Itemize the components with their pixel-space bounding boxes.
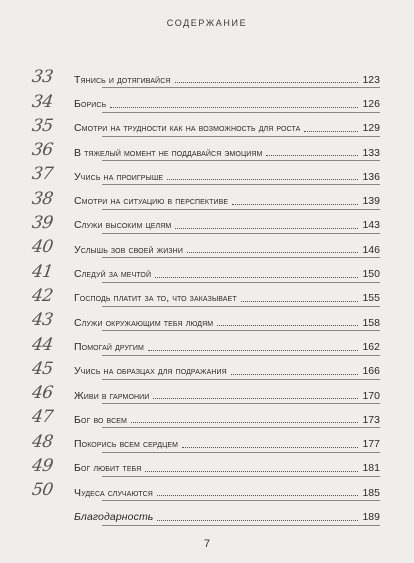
toc-entry-39[interactable] xyxy=(28,208,380,232)
dot-leader xyxy=(131,422,359,423)
toc-entry-35[interactable] xyxy=(28,111,380,135)
toc-entry-40[interactable] xyxy=(28,232,380,256)
toc-entry-43[interactable] xyxy=(28,305,380,329)
chapter-number: 46 xyxy=(30,383,55,404)
page-number: 177 xyxy=(362,438,380,451)
chapter-title: Помогай другим xyxy=(74,340,144,353)
chapter-number: 38 xyxy=(30,188,55,209)
dot-leader xyxy=(148,350,359,351)
toc-entry-47[interactable] xyxy=(28,402,380,426)
toc-entry-42[interactable] xyxy=(28,281,380,305)
toc-entry-acknowledgments[interactable] xyxy=(28,499,380,523)
toc-entry-45[interactable] xyxy=(28,354,380,378)
table-of-contents xyxy=(28,62,380,524)
page-number: 126 xyxy=(362,98,380,110)
page-number: 189 xyxy=(362,511,380,524)
dot-leader xyxy=(231,374,359,375)
chapter-number: 43 xyxy=(30,310,55,331)
chapter-title: Служи окружающим тебя людям xyxy=(74,316,214,329)
chapter-number: 48 xyxy=(30,431,55,452)
page-number: 158 xyxy=(362,316,380,329)
chapter-title: Борись xyxy=(74,98,107,110)
row-underline xyxy=(102,525,380,526)
toc-entry-34[interactable] xyxy=(28,86,380,110)
toc-entry-33[interactable] xyxy=(28,62,380,86)
chapter-title: Услышь зов своей жизни xyxy=(74,243,183,256)
chapter-number: 47 xyxy=(30,407,55,428)
chapter-number: 39 xyxy=(30,213,55,234)
toc-heading: СОДЕРЖАНИЕ xyxy=(166,18,248,28)
chapter-number: 33 xyxy=(30,67,55,88)
chapter-title: Бог во всем xyxy=(74,413,127,426)
chapter-number: 35 xyxy=(30,115,55,136)
chapter-title: Господь платит за то, что заказывает xyxy=(74,292,237,305)
page-number: 150 xyxy=(362,268,380,281)
dot-leader xyxy=(153,398,358,399)
toc-entry-41[interactable] xyxy=(28,256,380,280)
page-folio: 7 xyxy=(203,538,211,550)
chapter-number: 36 xyxy=(30,140,55,161)
page-number: 129 xyxy=(362,122,380,135)
page-number: 155 xyxy=(362,292,380,305)
dot-leader xyxy=(232,204,358,205)
chapter-title: Смотри на ситуацию в перспективе xyxy=(74,195,229,208)
page-number: 181 xyxy=(362,462,380,475)
toc-entry-38[interactable] xyxy=(28,183,380,207)
dot-leader xyxy=(241,301,359,302)
page-number: 136 xyxy=(362,170,380,183)
dot-leader xyxy=(167,179,358,180)
page-number: 170 xyxy=(362,389,380,402)
dot-leader xyxy=(304,131,358,132)
chapter-title: Благодарность xyxy=(74,511,154,524)
toc-entry-48[interactable] xyxy=(28,426,380,450)
chapter-title: Служи высоким целям xyxy=(74,219,172,232)
dot-leader xyxy=(266,155,358,156)
page-number: 162 xyxy=(362,340,380,353)
chapter-title: Следуй за мечтой xyxy=(74,268,152,281)
chapter-number: 50 xyxy=(30,480,55,501)
chapter-number: 44 xyxy=(30,334,55,355)
chapter-number: 37 xyxy=(30,164,55,185)
dot-leader xyxy=(157,520,358,521)
dot-leader xyxy=(182,447,358,448)
dot-leader xyxy=(217,325,358,326)
chapter-title: Учись на проигрыше xyxy=(74,170,164,183)
chapter-number: 49 xyxy=(30,456,55,477)
chapter-title: Бог любит тебя xyxy=(74,462,142,475)
chapter-number: 40 xyxy=(30,237,55,258)
toc-entry-36[interactable] xyxy=(28,135,380,159)
page-number: 139 xyxy=(362,195,380,208)
page-number: 133 xyxy=(362,146,380,159)
chapter-number: 42 xyxy=(30,285,55,306)
dot-leader xyxy=(145,471,358,472)
page-number: 173 xyxy=(362,413,380,426)
page-number: 146 xyxy=(362,243,380,256)
toc-entry-44[interactable] xyxy=(28,329,380,353)
chapter-title: Живи в гармонии xyxy=(74,389,150,402)
chapter-title: Смотри на трудности как на возможность для роста xyxy=(74,122,301,135)
chapter-title: Покорись всем сердцем xyxy=(74,438,179,451)
dot-leader xyxy=(155,277,358,278)
page-number: 143 xyxy=(362,219,380,232)
dot-leader xyxy=(175,228,358,229)
toc-entry-50[interactable] xyxy=(28,475,380,499)
toc-entry-49[interactable] xyxy=(28,451,380,475)
toc-entry-46[interactable] xyxy=(28,378,380,402)
dot-leader xyxy=(157,495,359,496)
dot-leader xyxy=(110,107,358,108)
chapter-title: Тянись и дотягивайся xyxy=(74,73,171,86)
chapter-number: 34 xyxy=(30,91,55,112)
page-number: 166 xyxy=(362,365,380,378)
page-number: 123 xyxy=(362,73,380,86)
chapter-number: 45 xyxy=(30,358,55,379)
chapter-title: Учись на образцах для подражания xyxy=(74,365,227,378)
chapter-title: Чудеса случаются xyxy=(74,486,153,499)
dot-leader xyxy=(175,82,359,83)
chapter-number: 41 xyxy=(30,261,55,282)
toc-entry-37[interactable] xyxy=(28,159,380,183)
dot-leader xyxy=(187,252,359,253)
chapter-title: В тяжелый момент не поддавайся эмоциям xyxy=(74,146,263,159)
page-number: 185 xyxy=(362,486,380,499)
